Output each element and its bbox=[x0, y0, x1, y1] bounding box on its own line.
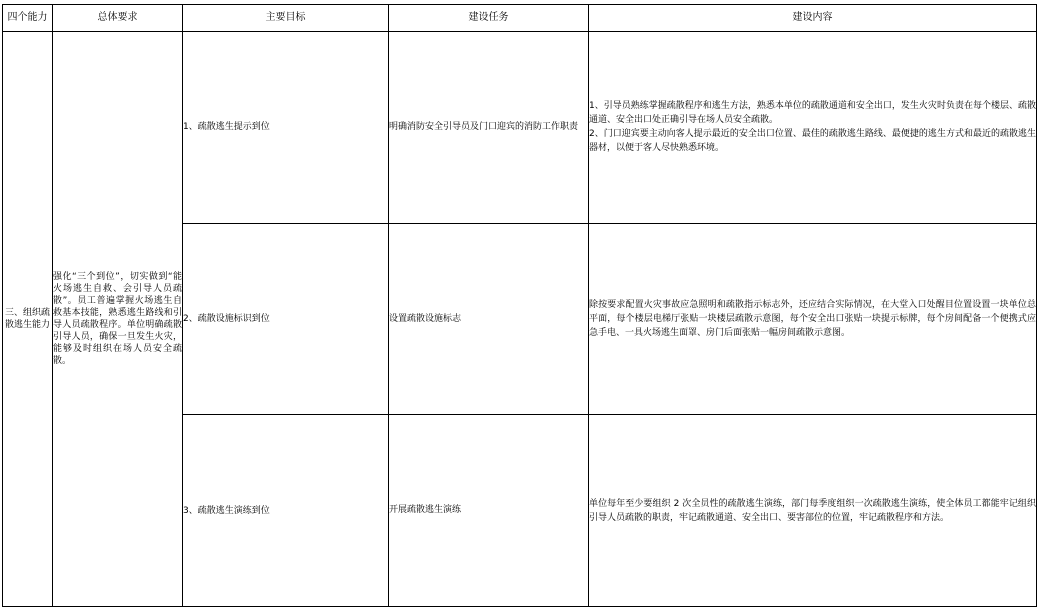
table-row bbox=[3, 32, 1037, 224]
header-capabilities: 四个能力 bbox=[3, 5, 53, 32]
header-construction-content: 建设内容 bbox=[589, 5, 1037, 32]
goal-cell: 3、疏散逃生演练到位 bbox=[183, 415, 389, 607]
header-main-goal: 主要目标 bbox=[183, 5, 389, 32]
content-cell bbox=[589, 223, 1037, 415]
overall-requirement-cell: 强化“三个到位”，切实做到“能火场逃生自救、会引导人员疏散”。员工普遍掌握火场逃生自救基本技能，熟悉逃生路线和引导人员疏散程序。单位明确疏散引导人员，确保一旦发生火灾，能够及时组织在场人员安全疏散。 bbox=[53, 32, 183, 607]
header-overall-requirement: 总体要求 bbox=[53, 5, 183, 32]
task-cell: 设置疏散设施标志 bbox=[389, 223, 589, 415]
header-row bbox=[3, 5, 1037, 32]
content-cell bbox=[589, 415, 1037, 607]
header-construction-task: 建设任务 bbox=[389, 5, 589, 32]
content-paragraph: 单位每年至少要组织 2 次全员性的疏散逃生演练，部门每季度组织一次疏散逃生演练，使全体员工都能牢记组织引导人员疏散的职责，牢记疏散通道、安全出口、要害部位的位置，牢记疏散程序和方法。 bbox=[589, 498, 1036, 523]
evacuation-capability-table bbox=[2, 4, 1037, 607]
content-cell bbox=[589, 32, 1037, 224]
goal-cell: 2、疏散设施标识到位 bbox=[183, 223, 389, 415]
goal-cell: 1、疏散逃生提示到位 bbox=[183, 32, 389, 224]
task-cell: 开展疏散逃生演练 bbox=[389, 415, 589, 607]
task-cell: 明确消防安全引导员及门口迎宾的消防工作职责 bbox=[389, 32, 589, 224]
content-paragraph: 2、门口迎宾要主动向客人提示最近的安全出口位置、最佳的疏散逃生路线、最便捷的逃生方式和最近的疏散逃生器材，以便于客人尽快熟悉环境。 bbox=[589, 129, 1036, 154]
capability-cell: 三、组织疏散逃生能力 bbox=[3, 32, 53, 607]
content-paragraph: 1、引导员熟练掌握疏散程序和逃生方法，熟悉本单位的疏散通道和安全出口，发生火灾时负责在每个楼层、疏散通道、安全出口处正确引导在场人员安全疏散。 bbox=[589, 101, 1036, 126]
content-paragraph: 除按要求配置火灾事故应急照明和疏散指示标志外，还应结合实际情况，在大堂入口处醒目位置设置一块单位总平面，每个楼层电梯厅张贴一块楼层疏散示意图，每个安全出口张贴一块提示标牌，每个房间配备一个便携式应急手电、一具火场逃生面罩、房门后面张贴一幅房间疏散示意图。 bbox=[589, 300, 1036, 339]
